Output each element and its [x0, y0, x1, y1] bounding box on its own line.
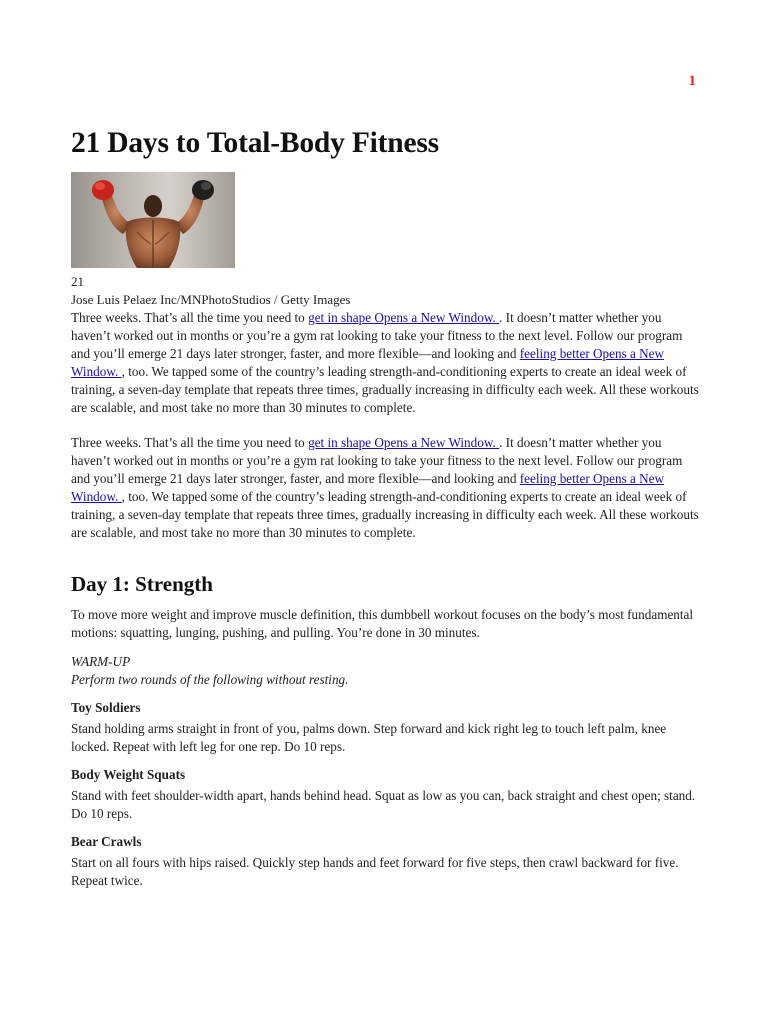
paragraph-text: , too. We tapped some of the country’s leading strength-and-conditioning experts to create an ideal week of training, a seven-day template that repeats three times, gradually increasing in difficulty each week. All these workouts are scalable, and most take no more than 30 minutes to complete. [71, 364, 699, 415]
feeling-better-link[interactable]: feeling better Opens a New Window. [71, 346, 665, 379]
hero-image [71, 172, 235, 268]
paragraph-text: , too. We tapped some of the country’s leading strength-and-conditioning experts to create an ideal week of training, a seven-day template that repeats three times, gradually increasing in difficulty each week. All these workouts are scalable, and most take no more than 30 minutes to complete. [71, 489, 699, 540]
paragraph-text: . It doesn’t matter whether you haven’t worked out in months or you’re a gym rat looking to take your fitness to the next level. Follow our program and you’ll emerge 21 days later stronger, faster, and more flexible—and looking and [71, 435, 683, 486]
warmup-label: WARM-UP [71, 654, 131, 669]
intro-paragraph-1 [71, 309, 699, 417]
page-title: 21 Days to Total-Body Fitness [71, 127, 439, 159]
exercise-description: Stand holding arms straight in front of you, palms down. Step forward and kick right leg to touch left palm, knee locked. Repeat with left leg for one rep. Do 10 reps. [71, 721, 667, 754]
page-number: 1 [688, 73, 696, 89]
image-credit: Jose Luis Pelaez Inc/MNPhotoStudios / Getty Images [71, 292, 351, 307]
warmup-note: Perform two rounds of the following without resting. [71, 672, 349, 687]
article [71, 124, 699, 890]
paragraph-text: Three weeks. That’s all the time you need to [71, 310, 309, 325]
paragraph-text: . It doesn’t matter whether you haven’t worked out in months or you’re a gym rat looking to take your fitness to the next level. Follow our program and you’ll emerge 21 days later stronger, faster, and more flexible—and looking and [71, 310, 683, 361]
exercise-title: Body Weight Squats [71, 767, 186, 782]
feeling-better-link[interactable]: feeling better Opens a New Window. [71, 471, 665, 504]
image-number: 21 [71, 274, 84, 289]
paragraph-text: Three weeks. That’s all the time you need to [71, 435, 309, 450]
get-in-shape-link[interactable]: get in shape Opens a New Window. [308, 435, 500, 450]
day1-intro: To move more weight and improve muscle definition, this dumbbell workout focuses on the body’s most fundamental motions: squatting, lunging, pushing, and pulling. You’re done in 30 minutes. [71, 607, 694, 640]
exercise-title: Toy Soldiers [71, 700, 141, 715]
exercise-description: Stand with feet shoulder-width apart, hands behind head. Squat as low as you can, back straight and chest open; stand. Do 10 reps. [71, 788, 696, 821]
boxer-back-illustration [71, 172, 235, 268]
intro-paragraph-2 [71, 434, 699, 542]
exercise-title: Bear Crawls [71, 834, 142, 849]
get-in-shape-link[interactable]: get in shape Opens a New Window. [308, 310, 500, 325]
exercise-description: Start on all fours with hips raised. Quickly step hands and feet forward for five steps, then crawl backward for five. Repeat twice. [71, 855, 679, 888]
section-heading-day1: Day 1: Strength [71, 572, 213, 596]
